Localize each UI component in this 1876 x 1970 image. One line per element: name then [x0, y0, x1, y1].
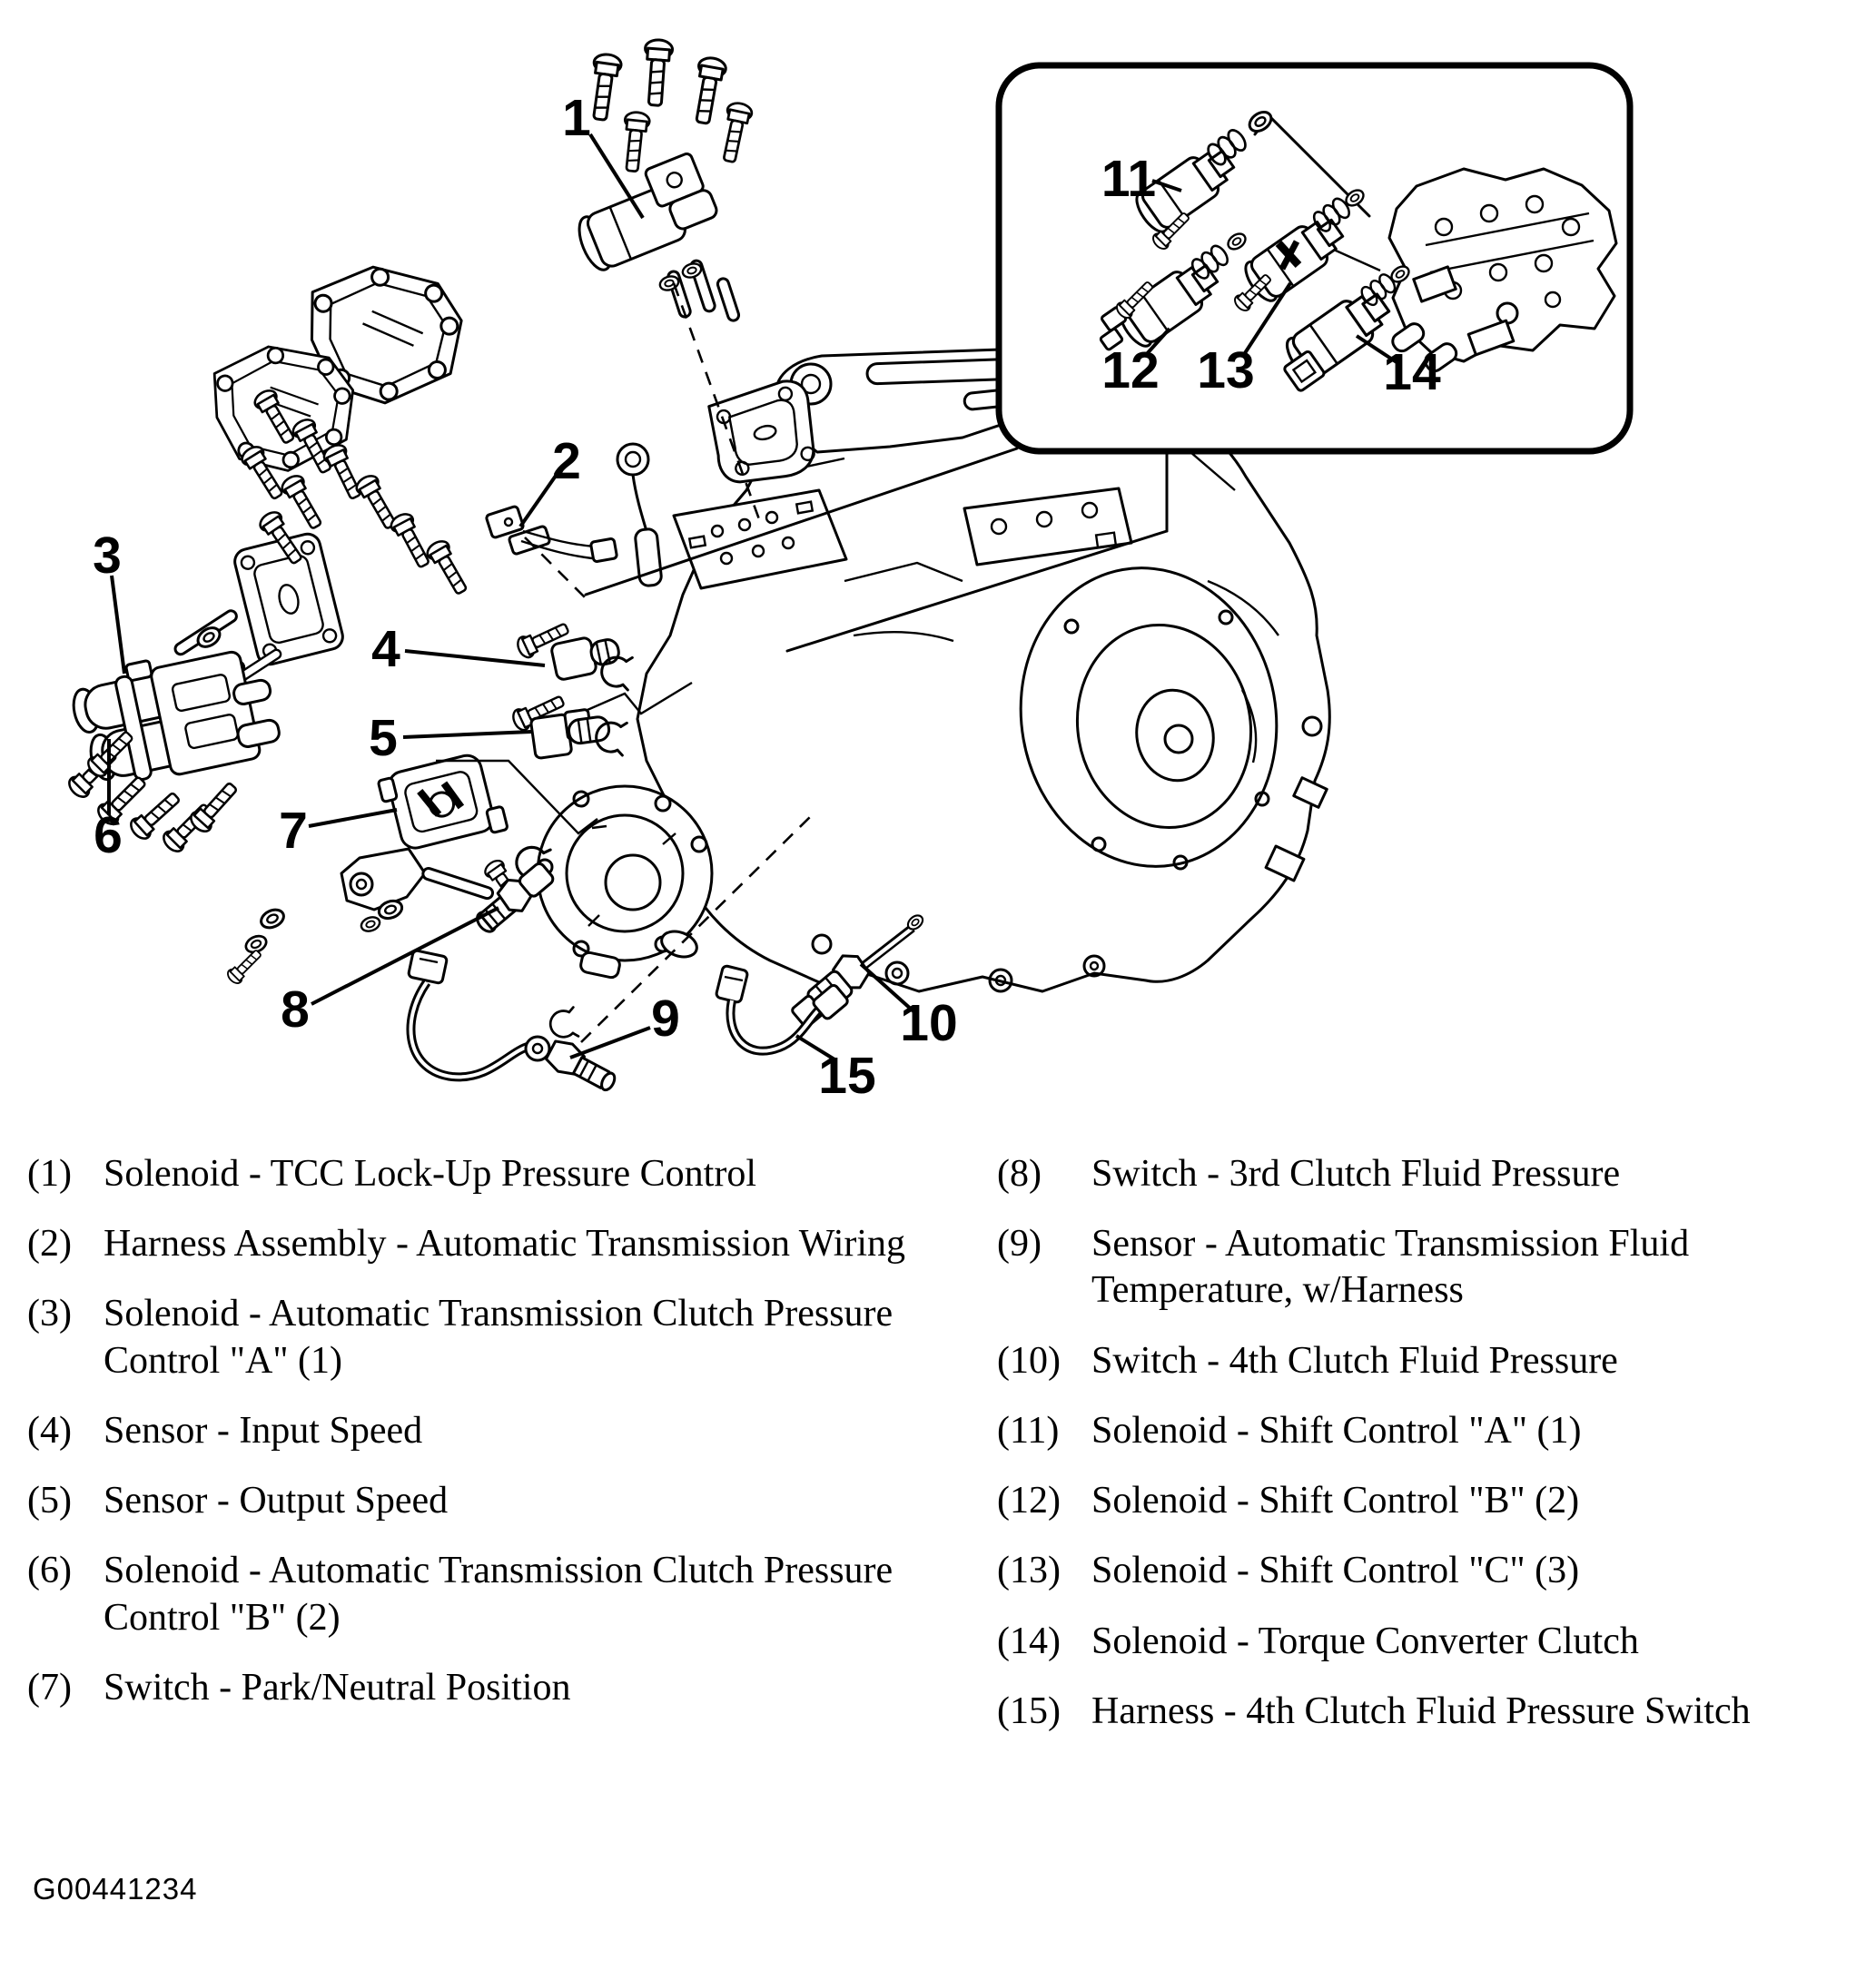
legend-item-number: (15) [997, 1689, 1061, 1732]
legend-item [27, 1478, 944, 1524]
legend-item-label: Switch - 3rd Clutch Fluid Pressure [1091, 1153, 1621, 1195]
tcc-solenoid-1-assembly [565, 39, 824, 519]
legend-item [27, 1221, 944, 1267]
legend-item-number: (6) [27, 1550, 72, 1592]
legend-item-label: Solenoid - Shift Control "C" (3) [1091, 1550, 1580, 1592]
legend-item [997, 1689, 1860, 1735]
legend-item-label: Solenoid - Automatic Transmission Clutch Pressure Control "A" (1) [104, 1293, 894, 1382]
callout-leader-5 [403, 732, 531, 737]
legend-item-label: Solenoid - Shift Control "B" (2) [1091, 1480, 1580, 1522]
callout-number-1: 1 [562, 89, 591, 147]
legend-item-label: Sensor - Input Speed [104, 1409, 423, 1452]
callout-number-2: 2 [552, 432, 581, 490]
callout-leader-3 [112, 576, 124, 674]
harness-assembly-2 [486, 506, 617, 599]
callout-number-11: 11 [1101, 150, 1157, 208]
legend-item-number: (5) [27, 1480, 72, 1522]
legend-item [27, 1408, 944, 1454]
legend-item [997, 1619, 1860, 1665]
callout-leader-7 [309, 810, 397, 826]
legend-item-number: (4) [27, 1409, 72, 1452]
legend-item-label: Switch - 4th Clutch Fluid Pressure [1091, 1339, 1618, 1382]
callout-number-7: 7 [279, 802, 308, 860]
legend-item-number: (8) [997, 1153, 1042, 1195]
legend-item [27, 1291, 944, 1384]
legend-item-number: (10) [997, 1339, 1061, 1382]
legend-item-number: (14) [997, 1620, 1061, 1662]
legend-item-label: Solenoid - Shift Control "A" (1) [1091, 1409, 1582, 1452]
callout-number-9: 9 [651, 990, 680, 1048]
dipstick [617, 444, 662, 586]
legend-column-right [997, 1151, 1860, 1758]
legend-item [997, 1338, 1860, 1384]
callout-number-6: 6 [94, 806, 123, 864]
legend-item-number: (3) [27, 1293, 72, 1335]
transfer-case-cover [538, 786, 712, 979]
legend-item-label: Solenoid - TCC Lock-Up Pressure Control [104, 1153, 757, 1195]
callout-number-14: 14 [1383, 343, 1441, 401]
legend-item [997, 1478, 1860, 1524]
legend-item-label: Solenoid - Torque Converter Clutch [1091, 1620, 1639, 1662]
callout-leader-8 [311, 908, 499, 1004]
legend-item-label: Switch - Park/Neutral Position [104, 1666, 571, 1709]
callout-number-15: 15 [818, 1047, 876, 1105]
legend-item [997, 1548, 1860, 1594]
legend-item [997, 1408, 1860, 1454]
figure-id-watermark: G00441234 [33, 1872, 198, 1906]
legend-item-number: (9) [997, 1223, 1042, 1266]
legend-item-number: (2) [27, 1223, 72, 1266]
callout-number-3: 3 [93, 527, 122, 585]
side-cover-gaskets [173, 256, 472, 704]
callout-number-13: 13 [1197, 341, 1255, 399]
legend-item-label: Harness Assembly - Automatic Transmission Wiring [104, 1223, 906, 1266]
legend-item-number: (1) [27, 1153, 72, 1195]
legend-item-number: (7) [27, 1666, 72, 1709]
callout-number-5: 5 [369, 709, 398, 767]
legend-item [997, 1151, 1860, 1197]
legend-item-label: Solenoid - Automatic Transmission Clutch Pressure Control "B" (2) [104, 1550, 894, 1639]
legend-item-label: Harness - 4th Clutch Fluid Pressure Switch [1091, 1689, 1751, 1732]
legend-item [997, 1221, 1860, 1314]
legend-item-number: (12) [997, 1480, 1061, 1522]
callout-number-4: 4 [371, 620, 400, 678]
legend-item [27, 1151, 944, 1197]
legend-item-label: Sensor - Automatic Transmission Fluid Temperature, w/Harness [1091, 1223, 1690, 1312]
legend-item-number: (13) [997, 1550, 1061, 1592]
legend-item-number: (11) [997, 1409, 1060, 1452]
legend-column-left [27, 1151, 944, 1735]
callout-number-8: 8 [281, 980, 310, 1039]
legend-item [27, 1548, 944, 1640]
callout-number-12: 12 [1101, 341, 1160, 399]
callout-leader-2 [520, 476, 556, 527]
legend-item [27, 1665, 944, 1711]
callout-number-10: 10 [900, 994, 958, 1052]
legend-item-label: Sensor - Output Speed [104, 1480, 449, 1522]
